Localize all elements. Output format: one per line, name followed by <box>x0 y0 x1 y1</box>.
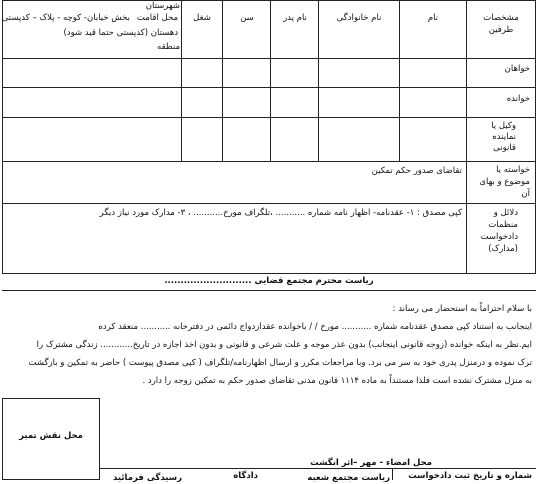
col-address-line4: منطقه <box>157 42 180 52</box>
row-plaintiff-label: خواهان <box>504 64 530 74</box>
col-residence-header: محل اقامت <box>136 13 178 23</box>
col-address-line2: بخش خیابان- کوچه - پلاک – کدپستی <box>1 13 130 23</box>
claim-value: تقاضای صدور حکم تمکین <box>371 166 462 176</box>
col-father-header: نام پدر <box>283 13 307 23</box>
col-name-header: نام <box>427 13 439 23</box>
footer-office: ریاست مجتمع شعبه <box>307 473 390 483</box>
body-line-2: ایم.نظر به اینکه خوانده (زوجه قانونی اینجانب) بدون عذر موجه و علت شرعی و قانونی و بدون اخذ اجازه در تاریخ............ زندگی مشترک را <box>36 340 532 350</box>
col-family-header: نام خانوادگی <box>336 13 382 23</box>
footer-registration: شماره و تاریخ ثبت دادخواست <box>408 471 532 481</box>
col-address-line1: شهرستان <box>145 1 180 11</box>
stamp-label: محل نقش تمبر <box>19 431 83 441</box>
addressee-heading: ریاست محترم مجتمع قضایی ........................... <box>164 276 374 286</box>
footer-referral: رسیدگی فرمائید <box>112 473 182 483</box>
body-line-3: ترک نموده و درمنزل پدری خود به سر می برد. وبا مراجعات مکرر و ارسال اظهارنامه/تلگراف ( کپی مصدق پیوست ) حاضر به تمکین و بازگشت <box>28 358 532 368</box>
salutation: با سلام احتراماً به استحضار می رساند : <box>392 304 532 314</box>
row-lawyer-label: وکیل یا نماینده قانونی <box>491 121 516 153</box>
col-parties-header: مشخصات طرفین <box>483 13 519 35</box>
col-job-header: شغل <box>193 13 211 23</box>
body-line-1: اینجانب به استناد کپی مصدق عقدنامه شماره ........... مورخ / / باخوانده عقدازدواج دائمی در دفترخانه ........... منعقد کرده <box>98 322 532 332</box>
body-line-4: به منزل مشترک نشده است فلذا مستنداً به ماده ۱۱۱۴ قانون مدنی تقاضای صدور حکم به تمکین زوجه را دارد . <box>142 376 532 386</box>
claim-label: خواسته یا موضوع و بهای آن <box>479 165 530 199</box>
signature-label: محل امضاء - مهر –اثر انگشت <box>310 458 432 468</box>
petition-form <box>1 0 536 483</box>
evidence-value: کپی مصدق : ۱- عقدنامه- اظهار نامه شماره ........... ،تلگراف مورخ........... ، ۳- مدارک مورد نیاز دیگر <box>99 208 462 218</box>
col-address-line3: دهستان (کدپستی حتما قید شود) <box>63 28 178 38</box>
footer-court: دادگاه <box>233 471 258 481</box>
col-age-header: سن <box>240 13 254 23</box>
row-defendant-label: خوانده <box>506 94 530 104</box>
evidence-label: دلائل و منظمات دادخواست (مدارک) <box>480 208 518 254</box>
